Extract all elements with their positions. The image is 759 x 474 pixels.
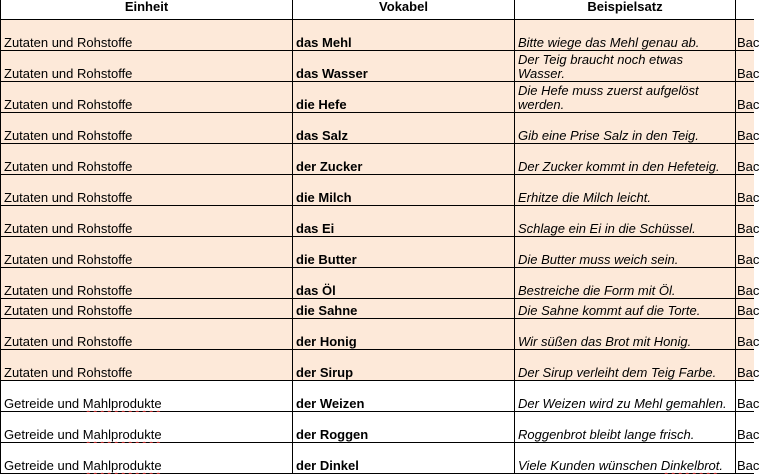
cell-einheit-text: Zutaten und Rohstoffe bbox=[4, 365, 133, 380]
table-row bbox=[0, 51, 759, 82]
cell-beispielsatz[interactable] bbox=[515, 268, 736, 299]
table-row bbox=[0, 381, 759, 412]
cell-vokabel[interactable] bbox=[293, 51, 515, 82]
cell-beispielsatz[interactable] bbox=[515, 237, 736, 268]
cell-beispielsatz[interactable] bbox=[515, 206, 736, 237]
cell-extra[interactable] bbox=[736, 175, 759, 206]
cell-vokabel[interactable] bbox=[293, 412, 515, 443]
cell-vokabel[interactable] bbox=[293, 20, 515, 51]
cell-extra-text: Bac bbox=[737, 427, 759, 442]
cell-einheit[interactable] bbox=[0, 350, 293, 381]
cell-vokabel[interactable] bbox=[293, 113, 515, 144]
cell-extra[interactable] bbox=[736, 237, 759, 268]
cell-vokabel[interactable] bbox=[293, 381, 515, 412]
cell-extra-text: Bac bbox=[737, 221, 759, 236]
cell-extra[interactable] bbox=[736, 268, 759, 299]
cell-extra[interactable] bbox=[736, 20, 759, 51]
cell-vokabel-text: die Butter bbox=[296, 252, 357, 267]
cell-einheit[interactable] bbox=[0, 268, 293, 299]
cell-beispielsatz[interactable] bbox=[515, 20, 736, 51]
cell-beispielsatz-text: Schlage ein Ei in die Schüssel. bbox=[518, 221, 696, 236]
cell-vokabel-text: die Hefe bbox=[296, 97, 347, 112]
cell-vokabel-text: die Sahne bbox=[296, 303, 358, 318]
table-row bbox=[0, 20, 759, 51]
cell-extra[interactable] bbox=[736, 144, 759, 175]
cell-vokabel-text: das Wasser bbox=[296, 66, 368, 81]
cell-extra[interactable] bbox=[736, 350, 759, 381]
cell-vokabel[interactable] bbox=[293, 350, 515, 381]
header-cell-beispielsatz[interactable]: Beispielsatz bbox=[515, 0, 736, 20]
table-row bbox=[0, 206, 759, 237]
cell-vokabel[interactable] bbox=[293, 206, 515, 237]
cell-einheit[interactable] bbox=[0, 381, 293, 412]
cell-beispielsatz[interactable] bbox=[515, 381, 736, 412]
cell-beispielsatz[interactable] bbox=[515, 175, 736, 206]
cell-extra[interactable] bbox=[736, 82, 759, 113]
cell-einheit[interactable] bbox=[0, 319, 293, 350]
table-row bbox=[0, 175, 759, 206]
cell-vokabel[interactable] bbox=[293, 319, 515, 350]
cell-vokabel-text: der Sirup bbox=[296, 365, 354, 380]
cell-extra-text: Bac bbox=[737, 252, 759, 267]
cell-beispielsatz-text: Roggenbrot bleibt lange frisch. bbox=[518, 427, 695, 442]
cell-beispielsatz-text: Bitte wiege das Mehl genau ab. bbox=[518, 35, 700, 50]
cell-einheit[interactable] bbox=[0, 412, 293, 443]
cell-beispielsatz-text: Wir süßen das Brot mit Honig. bbox=[518, 334, 692, 349]
spellcheck-marker: Mahlprodukte bbox=[82, 427, 162, 442]
cell-beispielsatz[interactable] bbox=[515, 319, 736, 350]
cell-vokabel[interactable] bbox=[293, 82, 515, 113]
cell-beispielsatz-text: Der Sirup verleiht dem Teig Farbe. bbox=[518, 365, 717, 380]
cell-vokabel-text: der Weizen bbox=[296, 396, 365, 411]
table-row bbox=[0, 350, 759, 381]
cell-vokabel[interactable] bbox=[293, 237, 515, 268]
cell-vokabel[interactable] bbox=[293, 144, 515, 175]
spellcheck-marker: Dinkelbrot bbox=[660, 458, 720, 473]
table-row bbox=[0, 113, 759, 144]
cell-beispielsatz[interactable] bbox=[515, 412, 736, 443]
cell-extra-text: Bac bbox=[737, 458, 759, 473]
cell-vokabel-text: das Mehl bbox=[296, 35, 352, 50]
spellcheck-marker: Mahlprodukte bbox=[82, 458, 162, 473]
cell-beispielsatz[interactable] bbox=[515, 144, 736, 175]
cell-extra-text: Bac bbox=[737, 365, 759, 380]
cell-vokabel-text: der Honig bbox=[296, 334, 357, 349]
header-row bbox=[0, 0, 754, 20]
spellcheck-marker: Mahlprodukte bbox=[82, 396, 162, 411]
cell-extra[interactable] bbox=[736, 381, 759, 412]
table-row bbox=[0, 144, 759, 175]
cell-extra-text: Bac bbox=[737, 159, 759, 174]
cell-extra[interactable] bbox=[736, 206, 759, 237]
cell-extra-text: Bac bbox=[737, 190, 759, 205]
cell-beispielsatz-text: Gib eine Prise Salz in den Teig. bbox=[518, 128, 699, 143]
cell-extra-text: Bac bbox=[737, 334, 759, 349]
cell-beispielsatz-text: Die Sahne kommt auf die Torte. bbox=[518, 303, 701, 318]
table-row bbox=[0, 268, 759, 299]
cell-einheit[interactable] bbox=[0, 20, 293, 51]
cell-beispielsatz[interactable] bbox=[515, 82, 736, 113]
cell-einheit-text: Zutaten und Rohstoffe bbox=[4, 221, 133, 236]
cell-extra-text: Bac bbox=[737, 66, 759, 81]
cell-extra-text: Bac bbox=[737, 35, 759, 50]
cell-beispielsatz-text: Die Butter muss weich sein. bbox=[518, 252, 679, 267]
cell-einheit[interactable] bbox=[0, 237, 293, 268]
cell-vokabel[interactable] bbox=[293, 268, 515, 299]
cell-vokabel[interactable] bbox=[293, 299, 515, 319]
cell-beispielsatz-text: Bestreiche die Form mit Öl. bbox=[518, 283, 676, 298]
cell-vokabel[interactable] bbox=[293, 175, 515, 206]
cell-extra[interactable] bbox=[736, 299, 759, 319]
cell-beispielsatz-text: Die Hefe muss zuerst aufgelöst werden. bbox=[518, 83, 699, 112]
cell-extra[interactable] bbox=[736, 412, 759, 443]
cell-extra[interactable] bbox=[736, 443, 759, 474]
cell-einheit-text: Zutaten und Rohstoffe bbox=[4, 190, 133, 205]
cell-extra[interactable] bbox=[736, 51, 759, 82]
cell-vokabel[interactable] bbox=[293, 443, 515, 474]
cell-einheit-text: Zutaten und Rohstoffe bbox=[4, 97, 133, 112]
cell-einheit[interactable] bbox=[0, 175, 293, 206]
cell-einheit-text: Getreide und Mahlprodukte bbox=[4, 458, 162, 473]
cell-beispielsatz[interactable] bbox=[515, 113, 736, 144]
cell-beispielsatz[interactable] bbox=[515, 443, 736, 474]
table-row bbox=[0, 412, 759, 443]
cell-extra[interactable] bbox=[736, 113, 759, 144]
cell-vokabel-text: der Zucker bbox=[296, 159, 363, 174]
cell-beispielsatz[interactable] bbox=[515, 51, 736, 82]
cell-vokabel-text: die Milch bbox=[296, 190, 352, 205]
cell-einheit[interactable] bbox=[0, 443, 293, 474]
cell-vokabel-text: das Ei bbox=[296, 221, 335, 236]
cell-einheit[interactable] bbox=[0, 299, 293, 319]
cell-extra-text: Bac bbox=[737, 303, 759, 318]
cell-beispielsatz[interactable] bbox=[515, 299, 736, 319]
table-row bbox=[0, 443, 759, 474]
cell-einheit[interactable] bbox=[0, 144, 293, 175]
cell-beispielsatz-text: Der Teig braucht noch etwas Wasser. bbox=[518, 52, 684, 81]
cell-einheit-text: Zutaten und Rohstoffe bbox=[4, 66, 133, 81]
cell-einheit-text: Getreide und Mahlprodukte bbox=[4, 396, 162, 411]
cell-vokabel-text: das Salz bbox=[296, 128, 349, 143]
cell-einheit-text: Zutaten und Rohstoffe bbox=[4, 283, 133, 298]
table-row bbox=[0, 82, 759, 113]
cell-beispielsatz-text: Erhitze die Milch leicht. bbox=[518, 190, 651, 205]
cell-vokabel-text: das Öl bbox=[296, 283, 336, 298]
cell-extra-text: Bac bbox=[737, 128, 759, 143]
cell-beispielsatz-text: Der Weizen wird zu Mehl gemahlen. bbox=[518, 396, 727, 411]
cell-vokabel-text: der Dinkel bbox=[296, 458, 359, 473]
table-row bbox=[0, 299, 759, 319]
cell-einheit[interactable] bbox=[0, 51, 293, 82]
cell-einheit[interactable] bbox=[0, 82, 293, 113]
cell-extra[interactable] bbox=[736, 319, 759, 350]
table-row bbox=[0, 237, 759, 268]
cell-einheit[interactable] bbox=[0, 113, 293, 144]
cell-beispielsatz-text: Viele Kunden wünschen Dinkelbrot. bbox=[518, 458, 724, 473]
cell-extra-text: Bac bbox=[737, 97, 759, 112]
header-cell-vokabel[interactable]: Vokabel bbox=[293, 0, 515, 20]
cell-vokabel-text: der Roggen bbox=[296, 427, 369, 442]
cell-einheit-text: Zutaten und Rohstoffe bbox=[4, 35, 133, 50]
table-row bbox=[0, 319, 759, 350]
cell-einheit-text: Zutaten und Rohstoffe bbox=[4, 159, 133, 174]
cell-einheit-text: Zutaten und Rohstoffe bbox=[4, 334, 133, 349]
cell-einheit-text: Zutaten und Rohstoffe bbox=[4, 128, 133, 143]
cell-einheit-text: Zutaten und Rohstoffe bbox=[4, 252, 133, 267]
cell-einheit-text: Zutaten und Rohstoffe bbox=[4, 303, 133, 318]
cell-extra-text: Bac bbox=[737, 396, 759, 411]
header-cell-einheit[interactable]: Einheit bbox=[0, 0, 293, 20]
cell-einheit[interactable] bbox=[0, 206, 293, 237]
cell-beispielsatz-text: Der Zucker kommt in den Hefeteig. bbox=[518, 159, 720, 174]
header-cell-extra[interactable] bbox=[736, 0, 754, 20]
cell-beispielsatz[interactable] bbox=[515, 350, 736, 381]
cell-extra-text: Bac bbox=[737, 283, 759, 298]
cell-einheit-text: Getreide und Mahlprodukte bbox=[4, 427, 162, 442]
